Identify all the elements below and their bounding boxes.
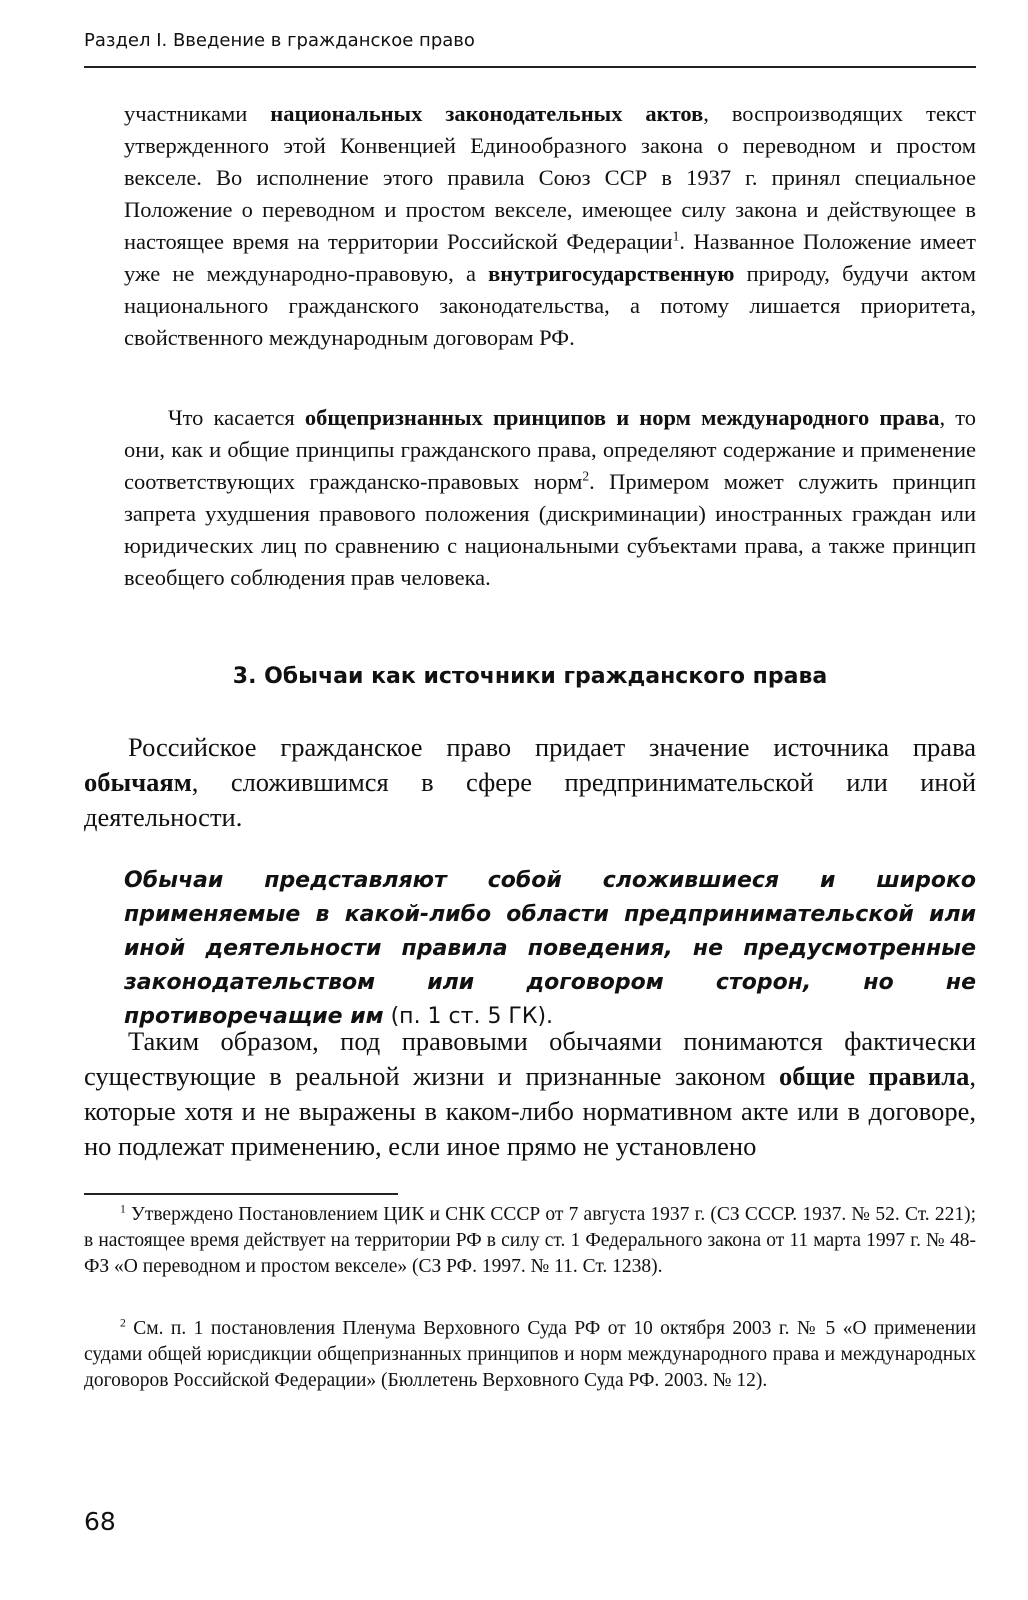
paragraph-4 [84,1024,976,1164]
footnote-2-text: См. п. 1 постановления Пленума Верховного Суда РФ от 10 октября 2003 г. № 5 «О применении судами общей юрисдикции общепризнанных принципов и норм международного права и международных договоров Российской Федерации» (Бюллетень Верховного Суда РФ. 2003. № 12). [84,1318,976,1391]
definition-block [124,864,976,1034]
definition-text: Обычаи представляют собой сложившиеся и широко применяемые в какой-либо области предпринимательской или иной деятельности правила поведения, не предусмотренные законодательством или договором сторон, но не противоречащие им [124,868,976,1029]
header-rule [84,66,976,68]
p2-text-a: Что касается [168,405,305,430]
footnote-ref-1: 1 [672,228,680,244]
footnote-ref-2: 2 [582,468,590,484]
section-heading: 3. Обычаи как источники гражданского права [232,664,828,689]
paragraph-1 [124,98,976,354]
footnote-2 [84,1316,976,1394]
p1-text-c: , воспроизводящих текст утвержденного этой Конвенцией Единообразного закона о переводном и простом векселе. Во исполнение этого правила Союз ССР в 1937 г. принял специальное Положение о переводном и простом векселе, имеющее силу закона и действующее в настоящее время на территории Российской Федерации [124,101,977,254]
p4-text-c: , которые хотя и не выражены в каком-либо нормативном акте или в договоре, но подлежат применению, если иное прямо не установлено [84,1061,976,1161]
p1-bold-term-2: внутригосударственную [488,261,735,286]
p1-text-e: природу, будучи актом национального гражданского законодательства, а потому лишается приоритета, свойственного международным договорам РФ. [124,261,976,350]
p1-bold-term-1: национальных законодательных актов [270,101,704,126]
footnote-1 [84,1202,976,1280]
p4-bold-term: общие правила [779,1061,970,1091]
p2-text-c: , то они, как и общие принципы гражданского права, определяют содержание и применение соответствующих гражданско-правовых норм [124,405,976,494]
footnote-1-number: 1 [120,1202,126,1216]
p1-text-d: . Названное Положение имеет уже не международно-правовую, а [124,229,976,286]
definition-reference: (п. 1 ст. 5 ГК). [383,1004,554,1029]
p2-text-d: . Примером может служить принцип запрета ухудшения правового положения (дискриминации) иностранных граждан или юридических лиц по сравнению с национальными субъектами права, а также принцип всеобщего соблюдения прав человека. [124,469,976,590]
paragraph-2 [124,402,976,594]
p1-text-a: участниками [124,101,271,126]
p2-bold-term: общепризнанных принципов и норм международного права [304,405,940,430]
paragraph-3 [84,730,976,835]
p3-text-a: Российское гражданское право придает значение источника права [128,732,976,762]
running-header: Раздел I. Введение в гражданское право [84,30,475,51]
p4-text-a: Таким образом, под правовыми обычаями понимаются фактически существующие в реальной жизни и признанные законом [84,1026,976,1091]
footnote-1-text: Утверждено Постановлением ЦИК и СНК СССР от 7 августа 1937 г. (СЗ СССР. 1937. № 52. Ст. 221); в настоящее время действует на территории РФ в силу ст. 1 Федерального закона от 11 марта 1997 г. № 48-ФЗ «О переводном и простом векселе» (СЗ РФ. 1997. № 11. Ст. 1238). [84,1204,976,1277]
p3-bold-term: обычаям [84,767,192,797]
p3-text-c: , сложившимся в сфере предпринимательской или иной деятельности. [84,767,976,832]
footnote-2-number: 2 [120,1316,126,1330]
footnote-separator [84,1193,398,1195]
page-number: 68 [84,1507,116,1536]
